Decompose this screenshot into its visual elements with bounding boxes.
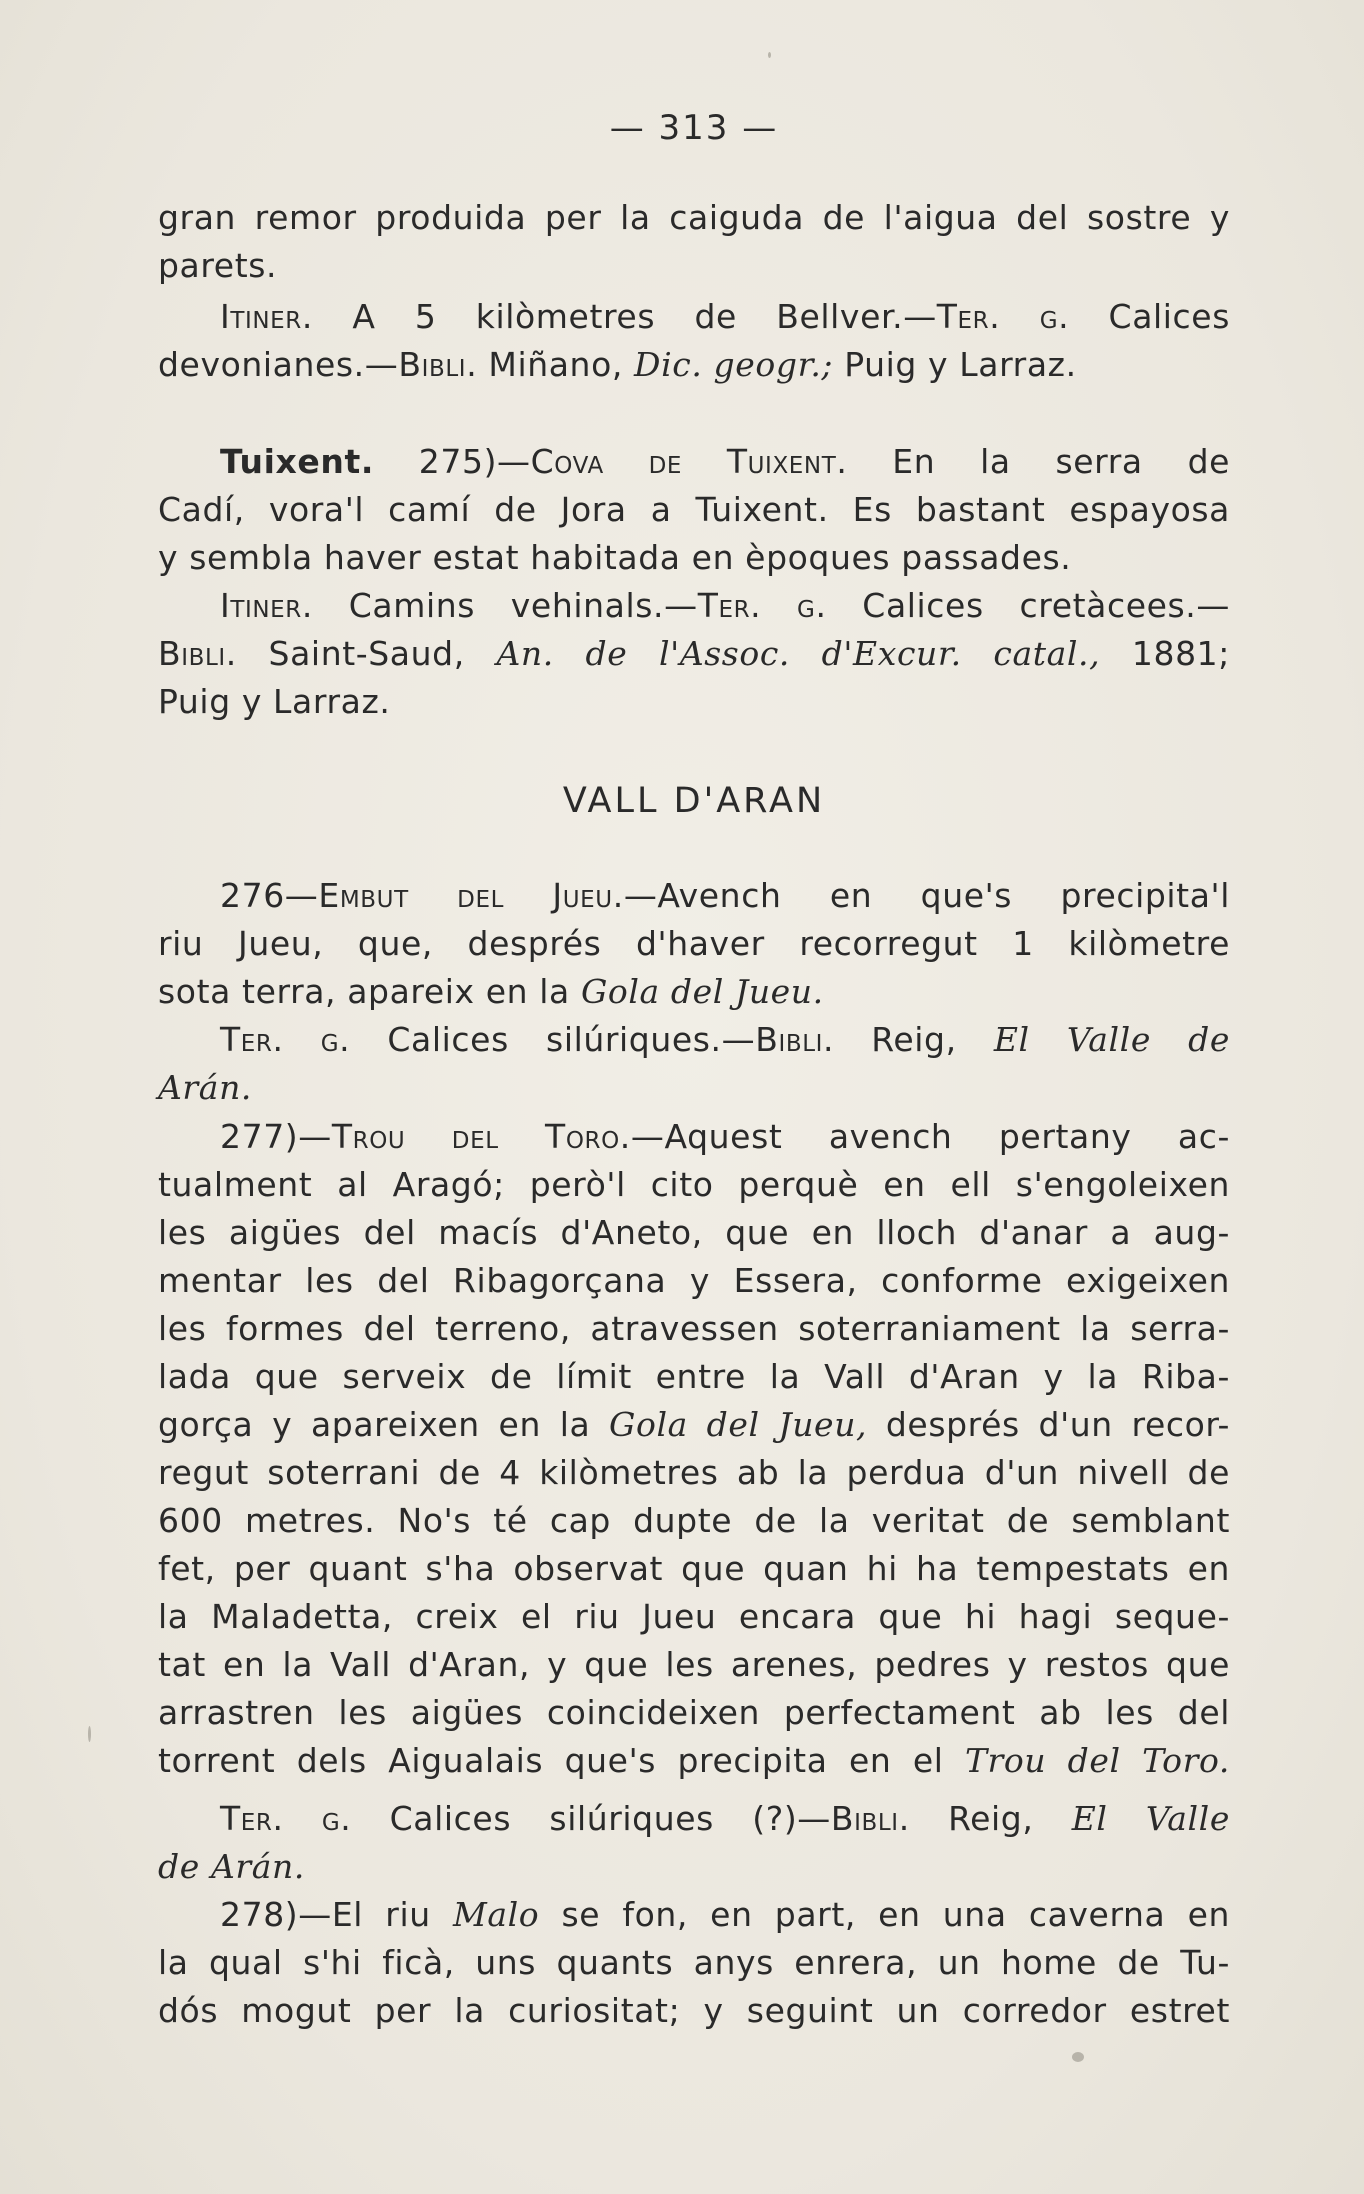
text-line: Itiner. Camins vehinals.—Ter. g. Calices cretàcees.— xyxy=(220,586,1230,625)
text-line: lada que serveix de límit entre la Vall d'Aran y la Riba- xyxy=(158,1357,1230,1396)
text-line: les aigües del macís d'Aneto, que en lloch d'anar a aug- xyxy=(158,1213,1230,1252)
text-line: Arán. xyxy=(158,1068,253,1107)
text-line: parets. xyxy=(158,246,278,285)
text-line: Cadí, vora'l camí de Jora a Tuixent. Es bastant espayosa xyxy=(158,490,1230,529)
text-line: Ter. g. Calices silúriques.—Bibli. Reig, El Valle de xyxy=(220,1020,1230,1059)
text-line: fet, per quant s'ha observat que quan hi ha tempestats en xyxy=(158,1549,1230,1588)
text-line: mentar les del Ribagorçana y Essera, conforme exigeixen xyxy=(158,1261,1230,1300)
text-line: 600 metres. No's té cap dupte de la veritat de semblant xyxy=(158,1501,1230,1540)
text-line: y sembla haver estat habitada en èpoques passades. xyxy=(158,538,1072,577)
text-line: regut soterrani de 4 kilòmetres ab la perdua d'un nivell de xyxy=(158,1453,1230,1492)
paper-speck xyxy=(1072,2052,1084,2062)
text-line: tualment al Aragó; però'l cito perquè en ell s'engoleixen xyxy=(158,1165,1230,1204)
text-line: gorça y apareixen en la Gola del Jueu, després d'un recor- xyxy=(158,1405,1230,1444)
text-line: tat en la Vall d'Aran, y que les arenes, pedres y restos que xyxy=(158,1645,1230,1684)
text-line: les formes del terreno, atravessen soterraniament la serra- xyxy=(158,1309,1230,1348)
section-heading: VALL D'ARAN xyxy=(562,781,826,821)
text-line: sota terra, apareix en la Gola del Jueu. xyxy=(158,972,824,1011)
text-line: devonianes.—Bibli. Miñano, Dic. geogr.; Puig y Larraz. xyxy=(158,345,1077,384)
text-line: Puig y Larraz. xyxy=(158,682,391,721)
paper-speck xyxy=(768,52,771,58)
text-line: la Maladetta, creix el riu Jueu encara que hi hagi seque- xyxy=(158,1597,1230,1636)
text-line: arrastren les aigües coincideixen perfectament ab les del xyxy=(158,1693,1230,1732)
text-line: torrent dels Aigualais que's precipita en el Trou del Toro. xyxy=(158,1741,1230,1780)
text-line: Ter. g. Calices silúriques (?)—Bibli. Reig, El Valle xyxy=(220,1799,1230,1838)
entry-embut-del-jueu: 276—Embut del Jueu.—Avench en que's precipita'l xyxy=(220,876,1230,915)
text-line: la qual s'hi ficà, uns quants anys enrera, un home de Tu- xyxy=(158,1943,1230,1982)
text-line: gran remor produida per la caiguda de l'aigua del sostre y xyxy=(158,198,1230,237)
page-number: — 313 — xyxy=(609,108,779,148)
entry-riu-malo: 278)—El riu Malo se fon, en part, en una caverna en xyxy=(220,1895,1230,1934)
text-line: dós mogut per la curiositat; y seguint un corredor estret xyxy=(158,1991,1230,2030)
text-line: riu Jueu, que, després d'haver recorregut 1 kilòmetre xyxy=(158,924,1230,963)
paper-speck xyxy=(88,1726,91,1742)
entry-tuixent: Tuixent. 275)—Cova de Tuixent. En la serra de xyxy=(220,442,1231,481)
text-line: de Arán. xyxy=(158,1847,305,1886)
entry-trou-del-toro: 277)—Trou del Toro.—Aquest avench pertany ac- xyxy=(220,1117,1230,1156)
text-line: Bibli. Saint-Saud, An. de l'Assoc. d'Excur. catal., 1881; xyxy=(158,634,1230,673)
text-line: Itiner. A 5 kilòmetres de Bellver.—Ter. g. Calices xyxy=(220,297,1230,336)
